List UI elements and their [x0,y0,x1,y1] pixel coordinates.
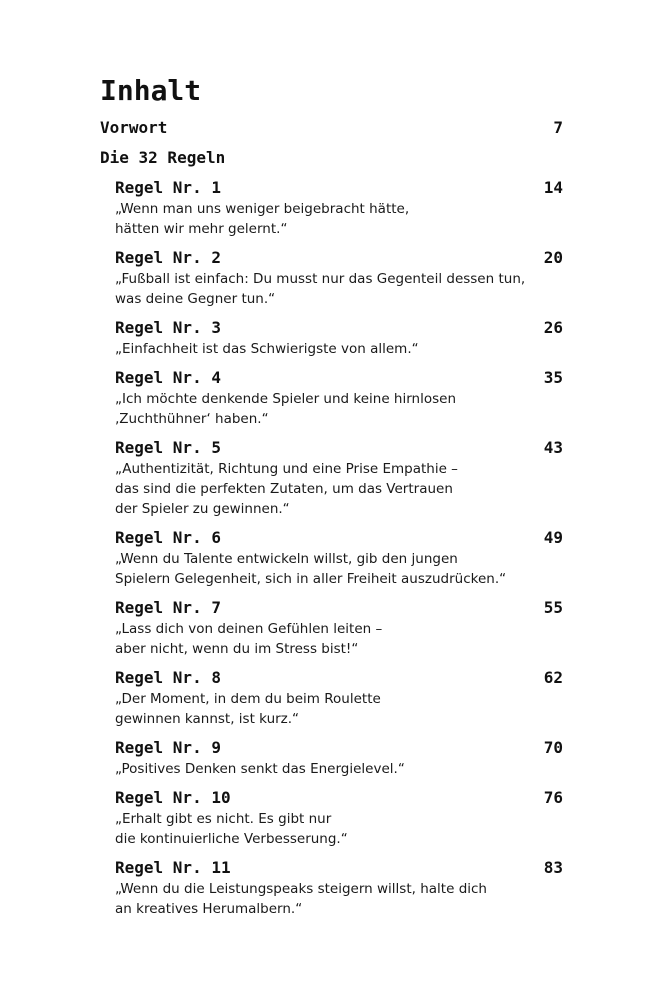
toc-entry-rule-3 [115,317,563,359]
rule-quote: „Positives Denken senkt das Energielevel.“ [115,761,405,777]
rule-quote: „Fußball ist einfach: Du musst nur das Gegenteil dessen tun, was deine Gegner tun.“ [115,271,526,307]
rule-quote: „Wenn du Talente entwickeln willst, gib den jungen Spielern Gelegenheit, sich in aller Freiheit auszudrücken.“ [115,551,507,587]
rules-list [100,177,563,919]
toc-entry-rule-2 [115,247,563,309]
rule-page: 55 [543,598,563,617]
rule-label: Regel Nr. 5 [115,438,221,457]
toc-entry-rule-5 [115,437,563,519]
rule-quote: „Erhalt gibt es nicht. Es gibt nur die kontinuierliche Verbesserung.“ [115,811,348,847]
toc-entry-rule-4 [115,367,563,429]
rule-label: Regel Nr. 3 [115,318,221,337]
rule-label: Regel Nr. 6 [115,528,221,547]
toc-entry-rule-10 [115,787,563,849]
rule-quote: „Ich möchte denkende Spieler und keine hirnlosen ‚Zuchthühner‘ haben.“ [115,391,457,427]
page-title: Inhalt [100,74,202,107]
rule-label: Regel Nr. 11 [115,858,231,877]
toc-entry-rule-11 [115,857,563,919]
rule-quote: „Der Moment, in dem du beim Roulette gewinnen kannst, ist kurz.“ [115,691,381,727]
rule-quote: „Lass dich von deinen Gefühlen leiten – aber nicht, wenn du im Stress bist!“ [115,621,383,657]
toc-entry-page: 7 [553,118,563,137]
rule-page: 76 [543,788,563,807]
rule-label: Regel Nr. 7 [115,598,221,617]
rule-page: 62 [543,668,563,687]
toc-entry-rule-1 [115,177,563,239]
rule-page: 70 [543,738,563,757]
rule-page: 49 [543,528,563,547]
rule-page: 43 [543,438,563,457]
toc-entry-rule-6 [115,527,563,589]
rule-page: 14 [543,178,563,197]
toc-entry-foreword [100,117,563,139]
rule-label: Regel Nr. 9 [115,738,221,757]
rule-quote: „Authentizität, Richtung und eine Prise Empathie – das sind die perfekten Zutaten, um das Vertrauen der Spieler zu gewinnen.“ [115,461,458,517]
rule-label: Regel Nr. 10 [115,788,231,807]
toc-entry-rule-9 [115,737,563,779]
toc-section-label: Die 32 Regeln [100,148,226,167]
rule-quote: „Wenn man uns weniger beigebracht hätte, hätten wir mehr gelernt.“ [115,201,410,237]
rule-label: Regel Nr. 2 [115,248,221,267]
rule-label: Regel Nr. 1 [115,178,221,197]
rule-quote: „Wenn du die Leistungspeaks steigern willst, halte dich an kreatives Herumalbern.“ [115,881,487,917]
rule-page: 20 [543,248,563,267]
toc-entry-rule-7 [115,597,563,659]
table-of-contents [100,74,563,927]
toc-section-heading [100,147,563,169]
rule-page: 26 [543,318,563,337]
rule-page: 35 [543,368,563,387]
rule-label: Regel Nr. 8 [115,668,221,687]
rule-page: 83 [543,858,563,877]
toc-entry-rule-8 [115,667,563,729]
rule-label: Regel Nr. 4 [115,368,221,387]
rule-quote: „Einfachheit ist das Schwierigste von allem.“ [115,341,419,357]
toc-entry-label: Vorwort [100,118,168,137]
